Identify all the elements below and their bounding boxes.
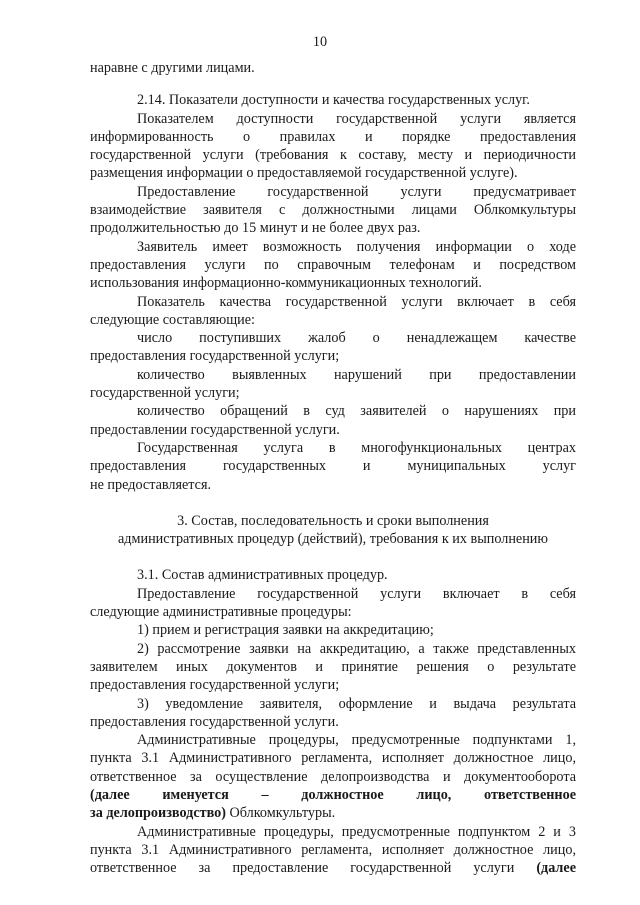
paragraph-interaction xyxy=(90,183,576,238)
text-line: Административные процедуры, предусмотренные подпунктом 2 и 3 xyxy=(137,823,576,840)
section-3-heading xyxy=(90,512,576,549)
text-line: размещения информации о предоставляемой государственной услуге). xyxy=(90,165,518,182)
paragraph-violations xyxy=(90,366,576,403)
text-line: предоставления государственных и муниципальных услуг xyxy=(90,458,576,475)
text-line: Административные процедуры, предусмотренные подпунктами 1, xyxy=(137,732,576,749)
text-line: использования информационно-коммуникационных технологий. xyxy=(90,275,482,292)
text-line xyxy=(90,804,576,822)
paragraph-quality-indicator xyxy=(90,293,576,330)
text-line: 3) уведомление заявителя, оформление и выдача результата xyxy=(137,695,576,712)
paragraph-records-officer xyxy=(90,731,576,822)
text-line: заявителем иных документов и принятие решения о результате xyxy=(90,658,576,675)
text-line: количество выявленных нарушений при предоставлении xyxy=(137,366,576,383)
section-3-1-title: 3.1. Состав административных процедур. xyxy=(137,567,388,584)
page-number: 10 xyxy=(312,34,328,50)
heading-line: административных процедур (действий), требования к их выполнению xyxy=(118,531,548,548)
text-line: Государственная услуга в многофункциональных центрах xyxy=(137,439,576,456)
document-body xyxy=(90,59,576,877)
plain-text: ответственное за предоставление государственной услуги xyxy=(90,860,537,877)
text-line: государственной услуги (требования к составу, месту и периодичности xyxy=(90,147,576,164)
text-line: Предоставление государственной услуги предусматривает xyxy=(137,183,576,200)
text-line: число поступивших жалоб о ненадлежащем качестве xyxy=(137,330,576,347)
text-line: Показатель качества государственной услуги включает в себя xyxy=(137,293,576,310)
text-line xyxy=(90,859,576,877)
text-line: предоставления государственной услуги; xyxy=(90,677,340,694)
section-2-14-title: 2.14. Показатели доступности и качества государственных услуг. xyxy=(137,92,530,109)
text-line: государственной услуги; xyxy=(90,385,240,402)
text-line: Предоставление государственной услуги включает в себя xyxy=(137,585,576,602)
bold-text: за делопроизводство) xyxy=(90,805,226,822)
text-line: продолжительностью до 15 минут и не более двух раз. xyxy=(90,220,421,237)
list-item-3 xyxy=(90,695,576,732)
bold-text: (далее xyxy=(536,860,576,877)
text-line: информированность о правилах и порядке предоставления xyxy=(90,128,576,145)
text-line: не предоставляется. xyxy=(90,476,212,493)
paragraph-accessibility xyxy=(90,110,576,183)
text-line: ответственное за осуществление делопроизводства и документооборота xyxy=(90,768,576,785)
paragraph-complaints xyxy=(90,329,576,366)
text-line: предоставлении государственной услуги. xyxy=(90,421,340,438)
list-item-1: 1) прием и регистрация заявки на аккредитацию; xyxy=(137,622,434,639)
plain-text: Облкомкультуры. xyxy=(225,805,336,822)
text-line: (далее именуется – должностное лицо, ответственное xyxy=(90,786,576,803)
text-line: предоставления услуги по справочным телефонам и посредством xyxy=(90,256,576,273)
text-line: 2) рассмотрение заявки на аккредитацию, а также представленных xyxy=(137,640,576,657)
list-item-2 xyxy=(90,640,576,695)
paragraph-mfc xyxy=(90,439,576,494)
text-line: пункта 3.1 Административного регламента, исполняет должностное лицо, xyxy=(90,841,576,858)
intro-line: наравне с другими лицами. xyxy=(90,60,255,76)
text-line: Заявитель имеет возможность получения информации о ходе xyxy=(137,238,576,255)
text-line: взаимодействие заявителя с должностными лицами Облкомкультуры xyxy=(90,202,576,219)
text-line: пункта 3.1 Административного регламента, исполняет должностное лицо, xyxy=(90,750,576,767)
paragraph-information xyxy=(90,238,576,293)
heading-line: 3. Состав, последовательность и сроки выполнения xyxy=(177,512,489,529)
text-line: количество обращений в суд заявителей о нарушениях при xyxy=(137,403,576,420)
paragraph-court-appeals xyxy=(90,402,576,439)
text-line: следующие административные процедуры: xyxy=(90,604,352,621)
text-line: следующие составляющие: xyxy=(90,311,255,328)
text-line: Показателем доступности государственной услуги является xyxy=(137,110,576,127)
paragraph-service-officer xyxy=(90,823,576,878)
text-line: предоставления государственной услуги; xyxy=(90,348,340,365)
paragraph-procedures xyxy=(90,585,576,622)
text-line: предоставления государственной услуги. xyxy=(90,713,339,730)
